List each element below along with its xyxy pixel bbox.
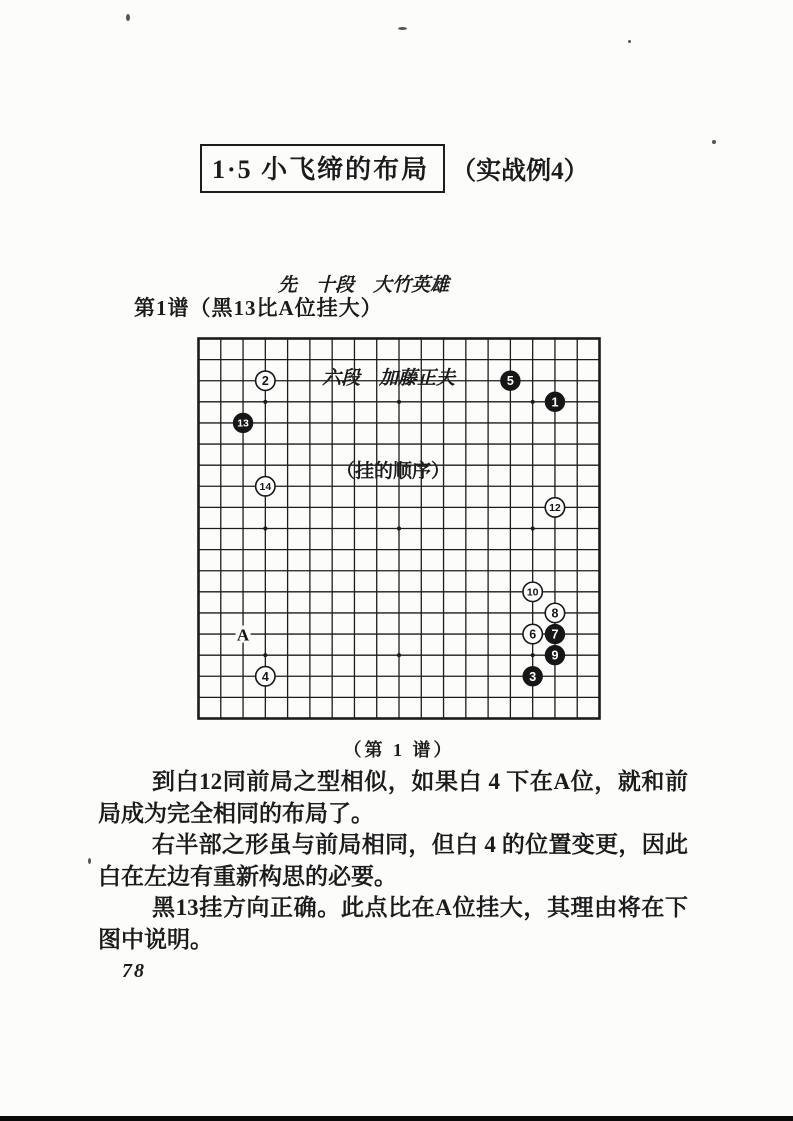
go-board-diagram — [196, 336, 602, 721]
diagram-heading: 第1谱（黑13比A位挂大） — [134, 296, 383, 320]
svg-text:3: 3 — [529, 669, 537, 684]
svg-text:8: 8 — [551, 606, 559, 621]
stone-13 — [233, 413, 252, 432]
stone-8 — [545, 603, 564, 622]
go-board — [196, 336, 602, 721]
stone-1 — [545, 392, 564, 411]
stone-14 — [256, 477, 275, 496]
svg-text:4: 4 — [261, 669, 269, 684]
paragraph-2: 右半部之形虽与前局相同，但白 4 的位置变更，因此白在左边有重新构思的必要。 — [98, 832, 688, 889]
marker-A — [236, 626, 251, 645]
stone-5 — [501, 371, 520, 390]
svg-text:14: 14 — [259, 481, 272, 494]
player-line-note: （挂的顺序） — [336, 461, 451, 482]
stone-4 — [256, 667, 275, 686]
section-title-suffix: （实战例4） — [451, 157, 589, 185]
scan-speck — [628, 40, 631, 43]
svg-text:12: 12 — [549, 502, 561, 515]
stone-7 — [545, 624, 564, 643]
scan-speck — [712, 140, 716, 144]
section-title-row — [200, 144, 589, 193]
svg-text:6: 6 — [529, 627, 537, 642]
paragraph-3: 黑13挂方向正确。此点比在A位挂大，其理由将在下图中说明。 — [98, 895, 688, 952]
svg-text:1: 1 — [551, 395, 559, 410]
stone-6 — [523, 624, 542, 643]
svg-text:5: 5 — [506, 374, 514, 389]
body-text — [98, 766, 688, 955]
stone-9 — [545, 645, 564, 664]
scan-speck — [398, 27, 407, 30]
svg-text:2: 2 — [261, 374, 269, 389]
player-line-white: 六段 加藤正夫 — [322, 368, 456, 389]
svg-text:9: 9 — [551, 648, 559, 663]
page-number: 78 — [122, 960, 146, 982]
diagram-caption: （第 1 谱） — [343, 740, 455, 760]
player-line-black: 先 十段 大竹英雄 — [278, 275, 450, 296]
paragraph-1: 到白12同前局之型相似，如果白 4 下在A位，就和前局成为完全相同的布局了。 — [98, 769, 688, 826]
scan-edge-bar — [0, 1116, 793, 1121]
svg-text:13: 13 — [237, 417, 249, 430]
svg-text:10: 10 — [526, 586, 539, 599]
stone-12 — [545, 498, 564, 517]
scan-speck — [126, 14, 130, 21]
stone-10 — [523, 582, 542, 601]
stone-3 — [523, 667, 542, 686]
scan-speck — [88, 858, 91, 864]
section-title-box: 1·5 小飞缔的布局 — [200, 144, 445, 193]
stone-2 — [256, 371, 275, 390]
svg-text:7: 7 — [551, 627, 559, 642]
svg-text:A: A — [236, 625, 250, 645]
